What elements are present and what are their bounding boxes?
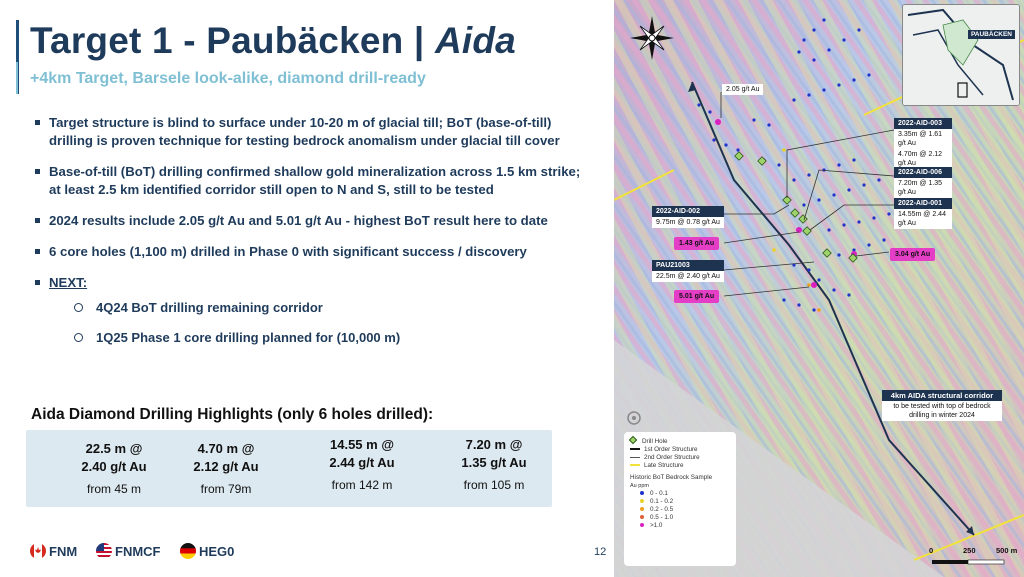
- ticker-label: FNMCF: [115, 543, 161, 559]
- dot-icon: [640, 499, 644, 503]
- highlights-box: [26, 430, 552, 507]
- bullet-item: Base-of-till (BoT) drilling confirmed shallow gold mineralization across 1.5 km strike; at least 2.5 km identified corridor still open to N and S, still to be tested: [33, 163, 593, 199]
- ticker-heg0: [180, 543, 234, 559]
- highlight-grade: 2.40 g/t Au: [81, 459, 147, 474]
- scale-label: 250: [963, 546, 976, 555]
- next-label: NEXT:: [49, 275, 88, 290]
- dot-icon: [640, 507, 644, 511]
- dot-icon: [640, 515, 644, 519]
- hole-label-pau21003: [652, 260, 724, 282]
- highlight-item: [302, 436, 422, 492]
- legend-label: Late Structure: [644, 462, 684, 469]
- legend-range-label: >1.0: [650, 522, 663, 529]
- corridor-title: 4km AIDA structural corridor: [882, 390, 1002, 401]
- highlight-grade: 2.12 g/t Au: [193, 459, 259, 474]
- highlights-title: Aida Diamond Drilling Highlights (only 6 holes drilled):: [31, 406, 434, 423]
- highlight-grade: 1.35 g/t Au: [461, 455, 527, 470]
- hole-name: 2022-AID-002: [652, 206, 724, 217]
- legend-item: [630, 446, 730, 454]
- location-inset-map: [902, 4, 1020, 106]
- highlight-interval: 4.70 m @: [197, 441, 255, 456]
- geology-map: [614, 0, 1024, 577]
- bullet-item: 2024 results include 2.05 g/t Au and 5.01 g/t Au - highest BoT result here to date: [33, 212, 593, 230]
- legend-label: 2nd Order Structure: [644, 454, 700, 461]
- highlight-depth: from 45 m: [86, 482, 141, 496]
- hole-name: 2022-AID-003: [894, 118, 952, 129]
- highlight-grade: 2.44 g/t Au: [329, 455, 395, 470]
- dot-icon: [640, 523, 644, 527]
- inset-label: PAUBÄCKEN: [968, 30, 1015, 39]
- hole-name: 2022-AID-001: [894, 198, 952, 209]
- legend-range-label: 0 - 0.1: [650, 490, 668, 497]
- legend-range-label: 0.1 - 0.2: [650, 498, 674, 505]
- sample-label: 1.43 g/t Au: [674, 237, 719, 250]
- dot-icon: [640, 491, 644, 495]
- highlight-item: [166, 440, 286, 496]
- hole-name: 2022-AID-006: [894, 167, 952, 178]
- scale-label: 0: [929, 546, 934, 555]
- usa-flag-icon: [96, 543, 112, 559]
- hole-result: 3.35m @ 1.61 g/t Au: [894, 129, 952, 149]
- hole-result: 7.20m @ 1.35 g/t Au: [894, 178, 952, 198]
- drill-hole-icon: [629, 436, 637, 444]
- hole-result: 14.55m @ 2.44 g/t Au: [894, 209, 952, 229]
- legend-range: [630, 522, 730, 530]
- sub-bullet-item: 4Q24 BoT drilling remaining corridor: [72, 299, 400, 317]
- hole-result: 4.70m @ 2.12 g/t Au: [894, 149, 952, 169]
- ticker-fnm: [30, 543, 77, 559]
- subtitle-accent-bar: [16, 62, 18, 94]
- hole-label-aid003: [894, 118, 952, 169]
- sample-label: 3.04 g/t Au: [890, 248, 935, 261]
- legend-range: [630, 498, 730, 506]
- hole-result: 22.5m @ 2.40 g/t Au: [652, 271, 724, 282]
- ticker-fnmcf: [96, 543, 161, 559]
- legend-item: [630, 454, 730, 462]
- late-structure-line-icon: [630, 464, 640, 466]
- bullet-item-next: [33, 274, 593, 292]
- legend-label: 1st Order Structure: [644, 446, 698, 453]
- ticker-label: FNM: [49, 543, 78, 559]
- highlight-depth: from 142 m: [331, 478, 393, 492]
- page-title: [30, 20, 516, 62]
- highlight-item: [434, 436, 554, 492]
- sample-label: 5.01 g/t Au: [674, 290, 719, 303]
- highlight-interval: 14.55 m @: [330, 437, 394, 452]
- germany-flag-icon: [180, 543, 196, 559]
- highlight-depth: from 79m: [200, 482, 252, 496]
- map-legend: [624, 432, 736, 566]
- canada-flag-icon: [30, 543, 46, 559]
- bullet-item: Target structure is blind to surface under 10-20 m of glacial till; BoT (base-of-till) drilling is proven technique for testing bedrock anomalism under glacial till cover: [33, 114, 593, 150]
- bullet-list: [33, 114, 593, 305]
- page-title-italic: Aida: [434, 20, 516, 61]
- hole-label-aid002: [652, 206, 724, 228]
- highlight-interval: 7.20 m @: [465, 437, 523, 452]
- sub-bullet-item: 1Q25 Phase 1 core drilling planned for (10,000 m): [72, 329, 400, 347]
- highlight-interval: 22.5 m @: [85, 441, 143, 456]
- hole-label-aid001: [894, 198, 952, 229]
- highlight-item: [54, 440, 174, 496]
- sub-bullet-list: [72, 299, 400, 359]
- page-number: 12: [594, 546, 607, 558]
- page-subtitle: +4km Target, Barsele look-alike, diamond drill-ready: [30, 70, 426, 87]
- corridor-label: [882, 390, 1002, 421]
- legend-range-label: 0.5 - 1.0: [650, 514, 674, 521]
- second-order-line-icon: [630, 457, 640, 458]
- legend-item: [630, 437, 730, 446]
- first-order-line-icon: [630, 448, 640, 450]
- corridor-subtitle: to be tested with top of bedrock drilling in winter 2024: [882, 401, 1002, 421]
- legend-item: [630, 462, 730, 470]
- legend-range: [630, 506, 730, 514]
- hole-label-aid006: [894, 167, 952, 198]
- bullet-item: 6 core holes (1,100 m) drilled in Phase 0 with significant success / discovery: [33, 243, 593, 261]
- legend-range-label: 0.2 - 0.5: [650, 506, 674, 513]
- page-title-prefix: Target 1 - Paubäcken |: [30, 20, 435, 61]
- legend-sample-unit: Au ppm: [630, 483, 649, 489]
- legend-sample-title: Historic BoT Bedrock Sample: [630, 474, 713, 481]
- scale-label: 500 m: [996, 546, 1018, 555]
- sample-label: 2.05 g/t Au: [722, 84, 763, 95]
- highlight-depth: from 105 m: [463, 478, 525, 492]
- legend-range: [630, 490, 730, 498]
- hole-name: PAU21003: [652, 260, 724, 271]
- hole-result: 9.75m @ 0.78 g/t Au: [652, 217, 724, 228]
- legend-range: [630, 514, 730, 522]
- ticker-label: HEG0: [199, 543, 235, 559]
- legend-label: Drill Hole: [642, 438, 668, 445]
